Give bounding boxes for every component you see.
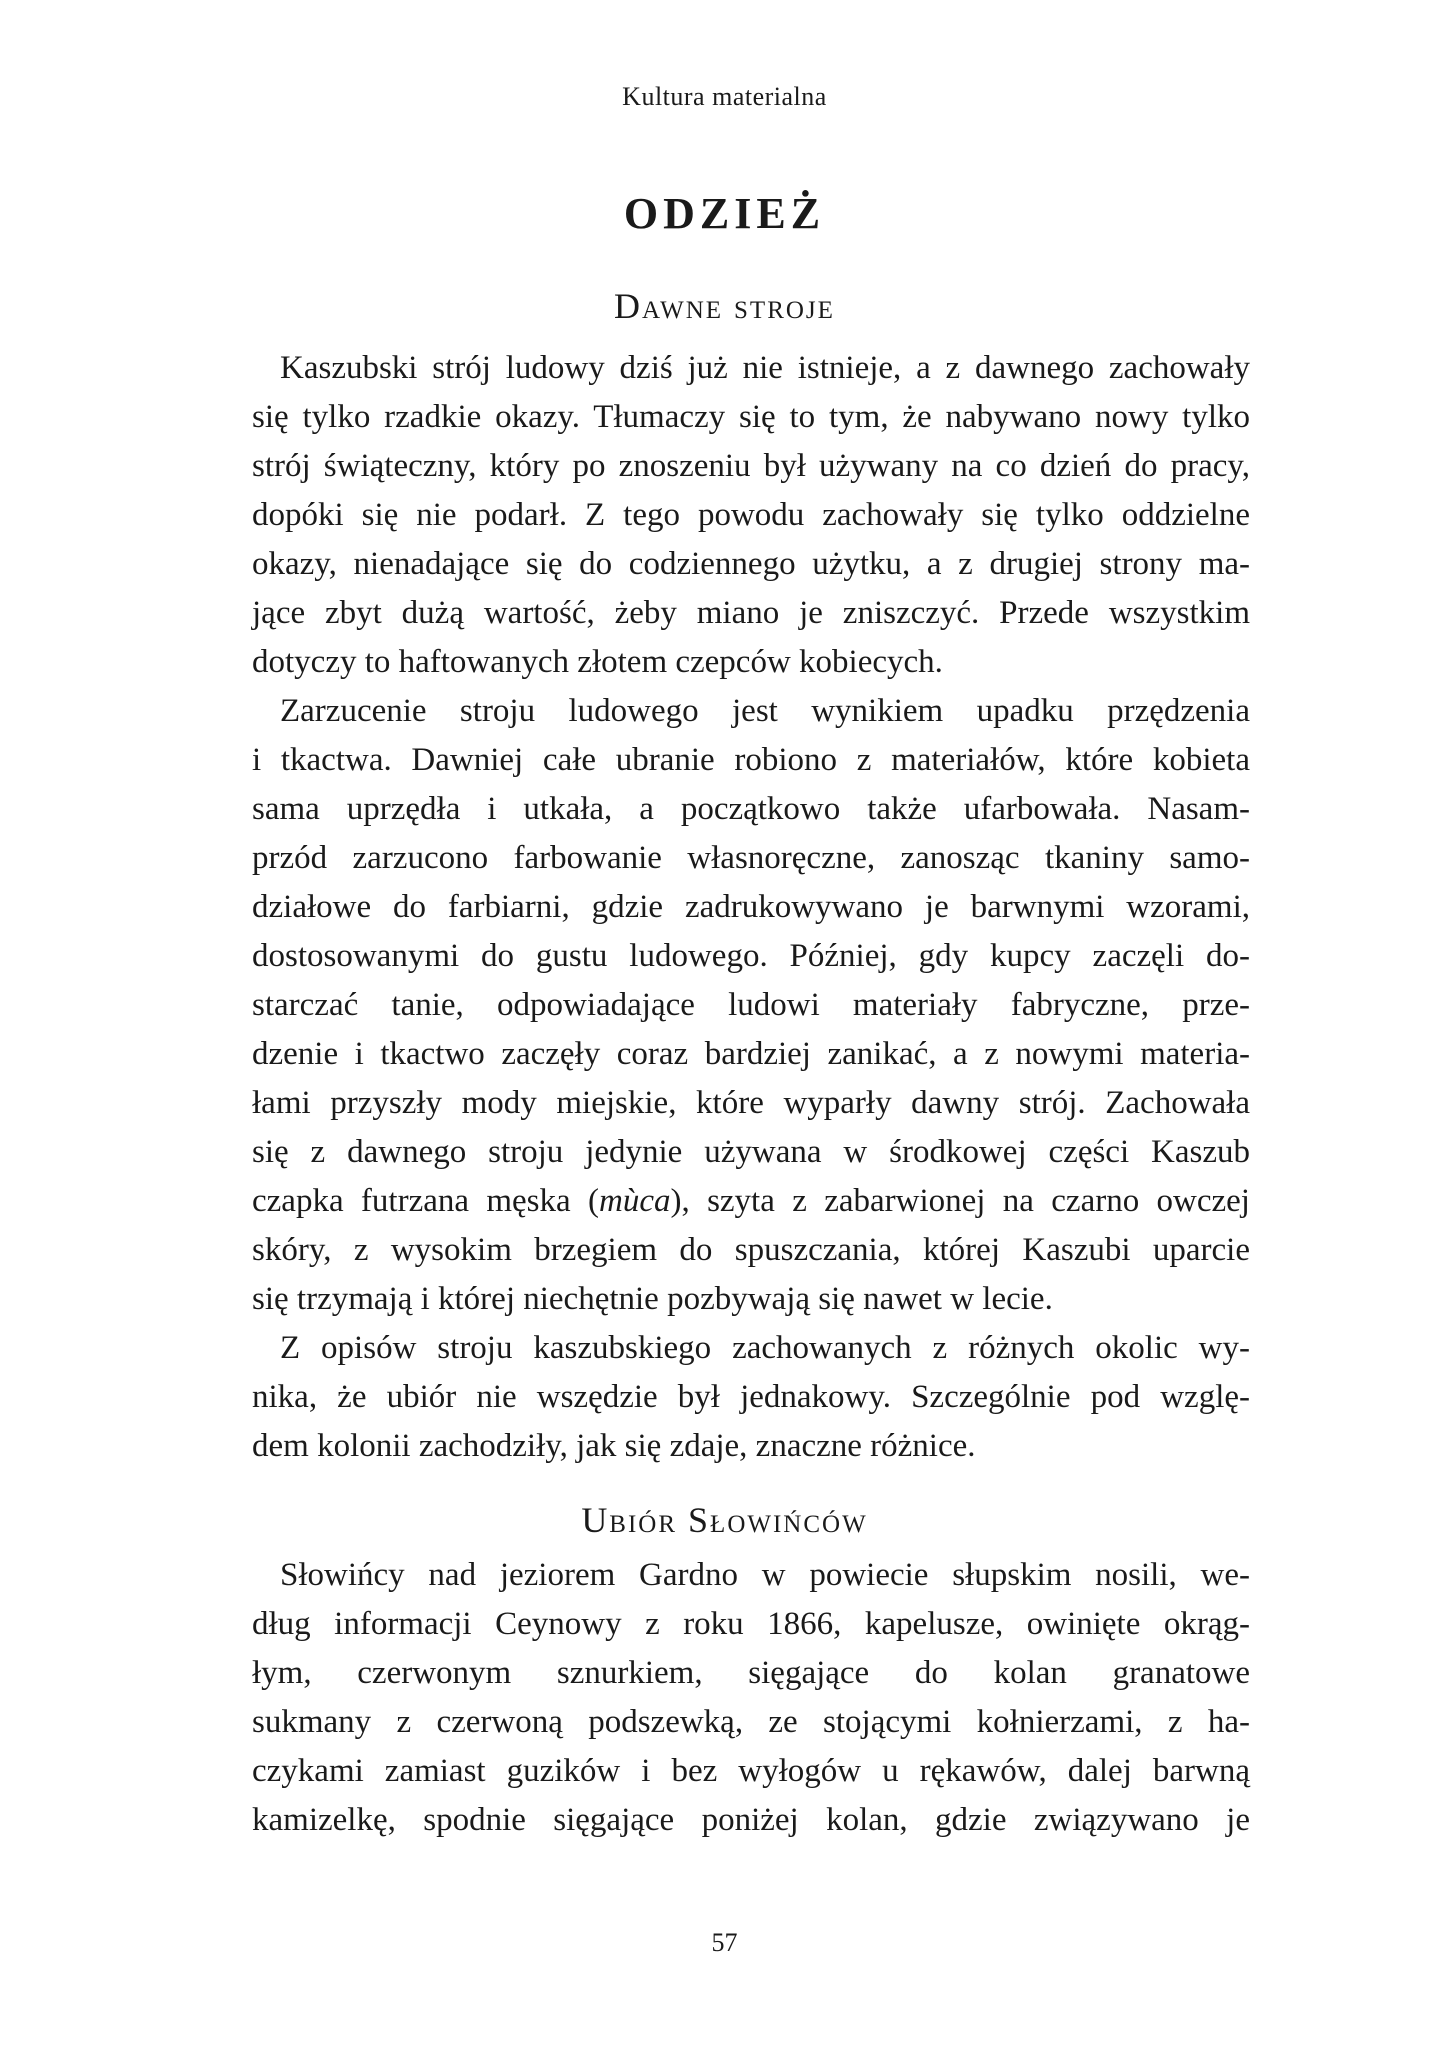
text-line: Zarzucenie stroju ludowego jest wynikiem upadku przędzenia xyxy=(280,693,1250,729)
text-line: i tkactwa. Dawniej całe ubranie robiono z materiałów, które kobieta xyxy=(252,742,1250,778)
text-line: skóry, z wysokim brzegiem do spuszczania, której Kaszubi uparcie xyxy=(252,1232,1250,1268)
section-title-dawne-stroje: Dawne stroje xyxy=(614,286,835,326)
text-line: starczać tanie, odpowiadające ludowi materiały fabryczne, prze- xyxy=(252,987,1250,1023)
running-head: Kultura materialna xyxy=(622,82,827,111)
text-line: dopóki się nie podarł. Z tego powodu zachowały się tylko oddzielne xyxy=(252,497,1250,533)
text-line: dzenie i tkactwo zaczęły coraz bardziej zanikać, a z nowymi materia- xyxy=(252,1036,1250,1072)
text-line: Z opisów stroju kaszubskiego zachowanych z różnych okolic wy- xyxy=(280,1330,1250,1366)
text-line: dostosowanymi do gustu ludowego. Później, gdy kupcy zaczęli do- xyxy=(252,938,1250,974)
text-line: łami przyszły mody miejskie, które wyparły dawny strój. Zachowała xyxy=(252,1085,1250,1121)
text-line: dotyczy to haftowanych złotem czepców kobiecych. xyxy=(252,644,943,680)
text-line: kamizelkę, spodnie sięgające poniżej kolan, gdzie związywano je xyxy=(252,1802,1250,1838)
text-line: się z dawnego stroju jedynie używana w środkowej części Kaszub xyxy=(252,1134,1250,1170)
text-line: nika, że ubiór nie wszędzie był jednakowy. Szczególnie pod wzglę- xyxy=(252,1379,1250,1415)
section-ubior-slowincow-body xyxy=(252,1551,1250,1845)
text-line: działowe do farbiarni, gdzie zadrukowywano je barwnymi wzorami, xyxy=(252,889,1250,925)
text-line: sukmany z czerwoną podszewką, ze stojącymi kołnierzami, z ha- xyxy=(252,1704,1250,1740)
text-line: jące zbyt dużą wartość, żeby miano je zniszczyć. Przede wszystkim xyxy=(252,595,1250,631)
text-line: okazy, nienadające się do codziennego użytku, a z drugiej strony ma- xyxy=(252,546,1250,582)
text-line: Słowińcy nad jeziorem Gardno w powiecie słupskim nosili, we- xyxy=(280,1557,1250,1593)
section-title-ubior-slowincow: Ubiór Słowińców xyxy=(581,1500,868,1540)
text-line: się tylko rzadkie okazy. Tłumaczy się to tym, że nabywano nowy tylko xyxy=(252,399,1250,435)
text-line: dług informacji Ceynowy z roku 1866, kapelusze, owinięte okrąg- xyxy=(252,1606,1250,1642)
page-number: 57 xyxy=(711,1928,738,1957)
text-line-with-term xyxy=(252,1177,1250,1226)
text-fragment: ), szyta z zabarwionej na czarno owczej xyxy=(670,1183,1250,1219)
term-muca: mùca xyxy=(599,1183,671,1219)
section-dawne-stroje-body xyxy=(252,344,1250,1471)
text-line: dem kolonii zachodziły, jak się zdaje, znaczne różnice. xyxy=(252,1428,976,1464)
chapter-title: ODZIEŻ xyxy=(623,189,826,238)
text-line: sama uprzędła i utkała, a początkowo także ufarbowała. Nasam- xyxy=(252,791,1250,827)
text-line: strój świąteczny, który po znoszeniu był używany na co dzień do pracy, xyxy=(252,448,1250,484)
text-line: Kaszubski strój ludowy dziś już nie istnieje, a z dawnego zachowały xyxy=(280,350,1250,386)
text-fragment: czapka futrzana męska ( xyxy=(252,1183,599,1219)
text-line: łym, czerwonym sznurkiem, sięgające do kolan granatowe xyxy=(252,1655,1250,1691)
text-line: przód zarzucono farbowanie własnoręczne, zanosząc tkaniny samo- xyxy=(252,840,1250,876)
text-line: czykami zamiast guzików i bez wyłogów u rękawów, dalej barwną xyxy=(252,1753,1250,1789)
text-line: się trzymają i której niechętnie pozbywają się nawet w lecie. xyxy=(252,1281,1053,1317)
